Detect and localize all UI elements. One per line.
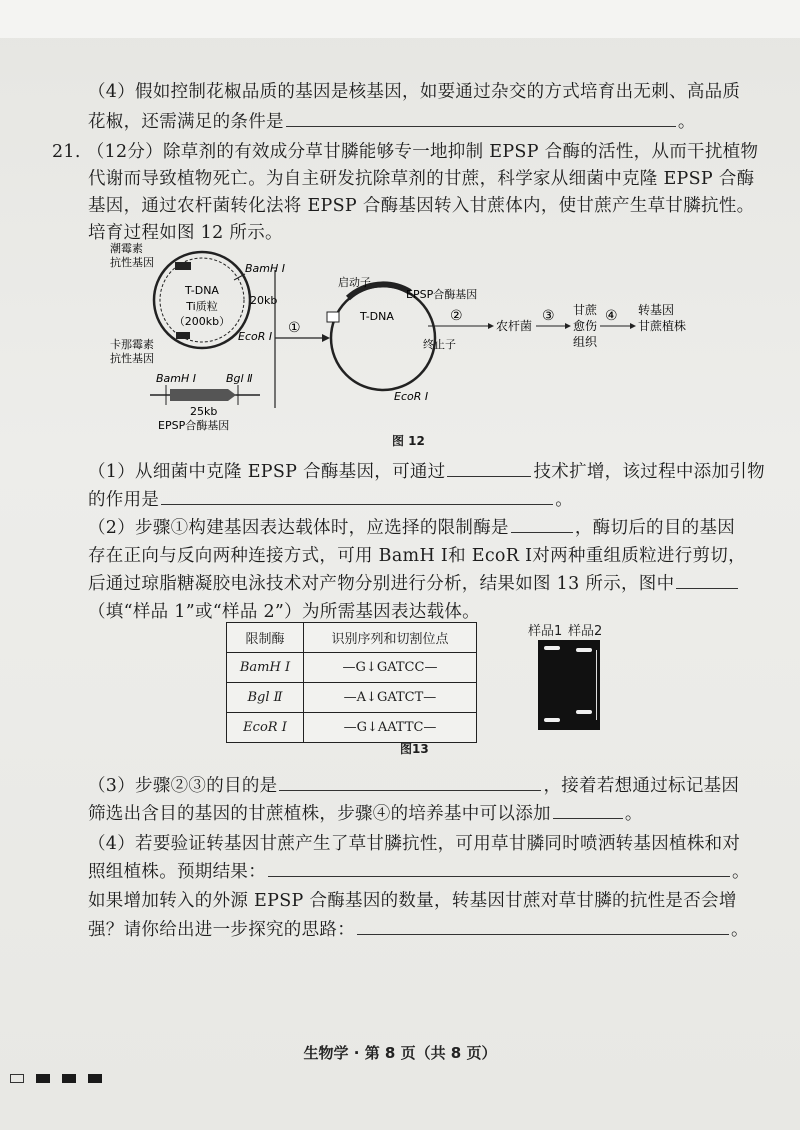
registration-marks <box>10 1068 114 1087</box>
tdna-label: T-DNA <box>185 284 219 297</box>
recombinant-plasmid-circle <box>331 286 435 390</box>
gel-band <box>544 718 560 722</box>
table-row <box>227 683 477 713</box>
p2-text-a: （2）步骤①构建基因表达载体时，应选择的限制酶是 <box>88 518 509 538</box>
answer-blank <box>268 875 730 877</box>
step1-arrowhead <box>322 334 330 342</box>
hyg-label-1: 潮霉素 <box>110 242 143 255</box>
p4-text-c: 。 <box>732 862 750 882</box>
site-cell: —G↓AATTC— <box>304 713 477 743</box>
site-cell: —A↓GATCT— <box>304 683 477 713</box>
answer-blank <box>553 817 623 819</box>
step2-label: ② <box>450 308 463 324</box>
q21-part4-line2 <box>88 858 750 883</box>
q21-part1-line1 <box>88 458 765 483</box>
figure-12-diagram <box>110 240 730 455</box>
ecor1-label: EcoR Ⅰ <box>238 330 273 343</box>
registration-mark <box>62 1074 76 1083</box>
page-footer: 生物学 · 第 8 页（共 8 页） <box>303 1044 497 1062</box>
answer-blank <box>676 587 738 589</box>
q21-part3-line1 <box>88 772 739 797</box>
q20-text: 花椒，还需满足的条件是 <box>88 112 284 132</box>
q20-end: 。 <box>677 112 696 132</box>
ti-label: Ti质粒 <box>186 300 218 313</box>
q21-text1: （12分）除草剂的有效成分草甘膦能够专一地抑制 EPSP 合酶的活性，从而干扰植物 <box>86 142 759 162</box>
bamh1-label: BamH Ⅰ <box>245 262 286 275</box>
p3-text-a: （3）步骤②③的目的是 <box>88 776 278 796</box>
kan-gene-block <box>176 332 190 339</box>
hyg-label-2: 抗性基因 <box>110 256 154 269</box>
callus-label-1: 甘蔗 <box>573 303 598 317</box>
gel-band <box>576 710 592 714</box>
enzyme-name-cell: Bgl Ⅱ <box>227 683 304 713</box>
registration-mark <box>10 1074 24 1083</box>
kan-label-2: 抗性基因 <box>110 352 154 365</box>
p3-text-d: 。 <box>624 804 643 824</box>
step3-label: ③ <box>542 308 555 324</box>
q21-part2-line2: 存在正向与反向两种连接方式，可用 BamH Ⅰ和 EcoR Ⅰ对两种重组质粒进行剪切， <box>88 546 746 566</box>
gene-bamh1-label: BamH Ⅰ <box>156 372 197 385</box>
kb25-label: 25kb <box>190 405 218 418</box>
p4-text-b: 照组植株。预期结果： <box>88 862 266 882</box>
q21-part4-line3: 如果增加转入的外源 EPSP 合酶基因的数量，转基因甘蔗对草甘膦的抗性是否会增 <box>88 891 737 911</box>
sample2-label: 样品2 <box>568 624 603 639</box>
q21-part4-line4 <box>88 916 749 941</box>
step3-arrowhead <box>565 323 571 329</box>
answer-blank <box>511 531 573 533</box>
figure-13-caption: 图13 <box>400 742 429 756</box>
page-top-edge <box>0 0 800 38</box>
q21-line4: 培育过程如图 12 所示。 <box>88 223 283 243</box>
gene-bgl2-label: Bgl Ⅱ <box>226 372 253 385</box>
step4-label: ④ <box>605 308 618 324</box>
step2-arrowhead <box>488 323 494 329</box>
answer-blank <box>279 789 541 791</box>
kb20-label: 20kb <box>250 294 278 307</box>
p2-text-d: 后通过琼脂糖凝胶电泳技术对产物分别进行分析，结果如图 13 所示，图中 <box>88 574 675 594</box>
gel-electrophoresis-image <box>538 640 600 730</box>
site-cell: —G↓GATCC— <box>304 653 477 683</box>
q21-part2-line4: （填“样品 1”或“样品 2”）为所需基因表达载体。 <box>88 602 480 622</box>
table-header-cell: 识别序列和切割位点 <box>304 623 477 653</box>
sample1-label: 样品1 <box>528 624 563 639</box>
gel-band <box>544 646 560 650</box>
step4-arrowhead <box>630 323 636 329</box>
plant-label-1: 转基因 <box>638 303 675 317</box>
promoter-marker <box>327 312 339 322</box>
p3-text-b: ，接着若想通过标记基因 <box>543 776 740 796</box>
table-header-cell: 限制酶 <box>227 623 304 653</box>
ti-size-label: （200kb） <box>173 315 231 328</box>
q21-line2: 代谢而导致植物死亡。为自主研发抗除草剂的甘蔗，科学家从细菌中克隆 EPSP 合酶 <box>88 169 755 189</box>
epsp-gene-arrow <box>170 389 236 401</box>
q21-part2-line3 <box>88 570 740 595</box>
table-row <box>227 713 477 743</box>
p1-text-a: （1）从细菌中克隆 EPSP 合酶基因，可通过 <box>88 462 446 482</box>
q21-part2-line1 <box>88 514 735 539</box>
p4-text-f: 。 <box>731 920 749 940</box>
p4-text-e: 强？请你给出进一步探究的思路： <box>88 920 355 940</box>
table-header-row <box>227 623 477 653</box>
p3-text-c: 筛选出含目的基因的甘蔗植株，步骤④的培养基中可以添加 <box>88 804 551 824</box>
q21-part4-line1: （4）若要验证转基因甘蔗产生了草甘膦抗性，可用草甘膦同时喷洒转基因植株和对 <box>88 834 741 854</box>
restriction-enzyme-table <box>226 622 477 743</box>
q21-line1 <box>52 138 758 163</box>
promoter-label: 启动子 <box>338 276 371 289</box>
q21-part3-line2 <box>88 800 643 825</box>
q21-line3: 基因，通过农杆菌转化法将 EPSP 合酶基因转入甘蔗体内，使甘蔗产生草甘膦抗性。 <box>88 196 755 216</box>
enzyme-name-cell: EcoR Ⅰ <box>227 713 304 743</box>
answer-blank <box>286 125 676 127</box>
terminator-label: 终止子 <box>423 338 456 351</box>
enzyme-name-cell: BamH Ⅰ <box>227 653 304 683</box>
epsp-gene2-label: EPSP合酶基因 <box>406 288 478 301</box>
q20-part4-line2 <box>88 108 696 133</box>
p1-text-b: 技术扩增，该过程中添加引物 <box>533 462 765 482</box>
agro-label: 农杆菌 <box>496 319 533 333</box>
ecor1-2-label: EcoR Ⅰ <box>394 390 429 403</box>
table-row <box>227 653 477 683</box>
p1-text-d: 。 <box>555 490 574 510</box>
kan-label-1: 卡那霉素 <box>110 338 154 351</box>
epsp-gene-label: EPSP合酶基因 <box>158 419 230 432</box>
q20-part4-line1: （4）假如控制花椒品质的基因是核基因，如要通过杂交的方式培育出无刺、高品质 <box>88 82 741 102</box>
callus-label-2: 愈伤 <box>573 319 598 333</box>
answer-blank <box>447 475 531 477</box>
tdna2-label: T-DNA <box>360 310 394 323</box>
figure-12-caption: 图 12 <box>392 434 425 448</box>
plant-label-2: 甘蔗植株 <box>638 319 687 333</box>
hyg-gene-block <box>175 262 191 270</box>
answer-blank <box>161 503 553 505</box>
registration-mark <box>36 1074 50 1083</box>
answer-blank <box>357 933 729 935</box>
p1-text-c: 的作用是 <box>88 490 160 510</box>
registration-mark <box>88 1074 102 1083</box>
q21-number: 21. <box>52 142 81 162</box>
gel-band <box>576 648 592 652</box>
gel-direction-line <box>596 650 597 720</box>
p2-text-b: ，酶切后的目的基因 <box>574 518 736 538</box>
q21-part1-line2 <box>88 486 573 511</box>
step1-label: ① <box>288 320 301 336</box>
callus-label-3: 组织 <box>573 335 598 349</box>
